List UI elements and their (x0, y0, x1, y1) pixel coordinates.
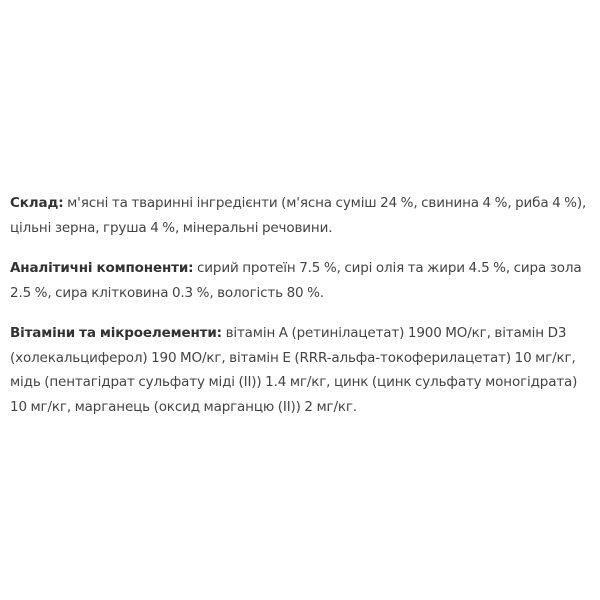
composition-text: м'ясні та тваринні інгредієнти (м'ясна суміш 24 %, свинина 4 %, риба 4 %), цільні зерна, груша 4 %, мінеральні речовини. (10, 195, 587, 236)
vitamins-text: вітамін A (ретинілацетат) 1900 МО/кг, вітамін D3 (холекальциферол) 190 МО/кг, вітамін E (RRR-альфа-токоферилацетат) 10 мг/кг, мідь (пентагідрат сульфату міді (II)) 1.4 мг/кг, цинк (цинк сульфату моногідрата) 10 мг/кг, марганець (оксид марганцю (II)) 2 мг/кг. (10, 325, 578, 415)
analytical-components-paragraph (10, 256, 590, 305)
composition-label: Склад: (10, 195, 64, 211)
analytical-components-label: Аналітичні компоненти: (10, 260, 194, 276)
vitamins-paragraph (10, 321, 590, 419)
vitamins-label: Вітаміни та мікроелементи: (10, 325, 222, 341)
product-description (10, 191, 590, 419)
composition-paragraph (10, 191, 590, 240)
analytical-components-text: сирий протеїн 7.5 %, сирі олія та жири 4.5 %, сира зола 2.5 %, сира клітковина 0.3 %, вологість 80 %. (10, 260, 582, 301)
